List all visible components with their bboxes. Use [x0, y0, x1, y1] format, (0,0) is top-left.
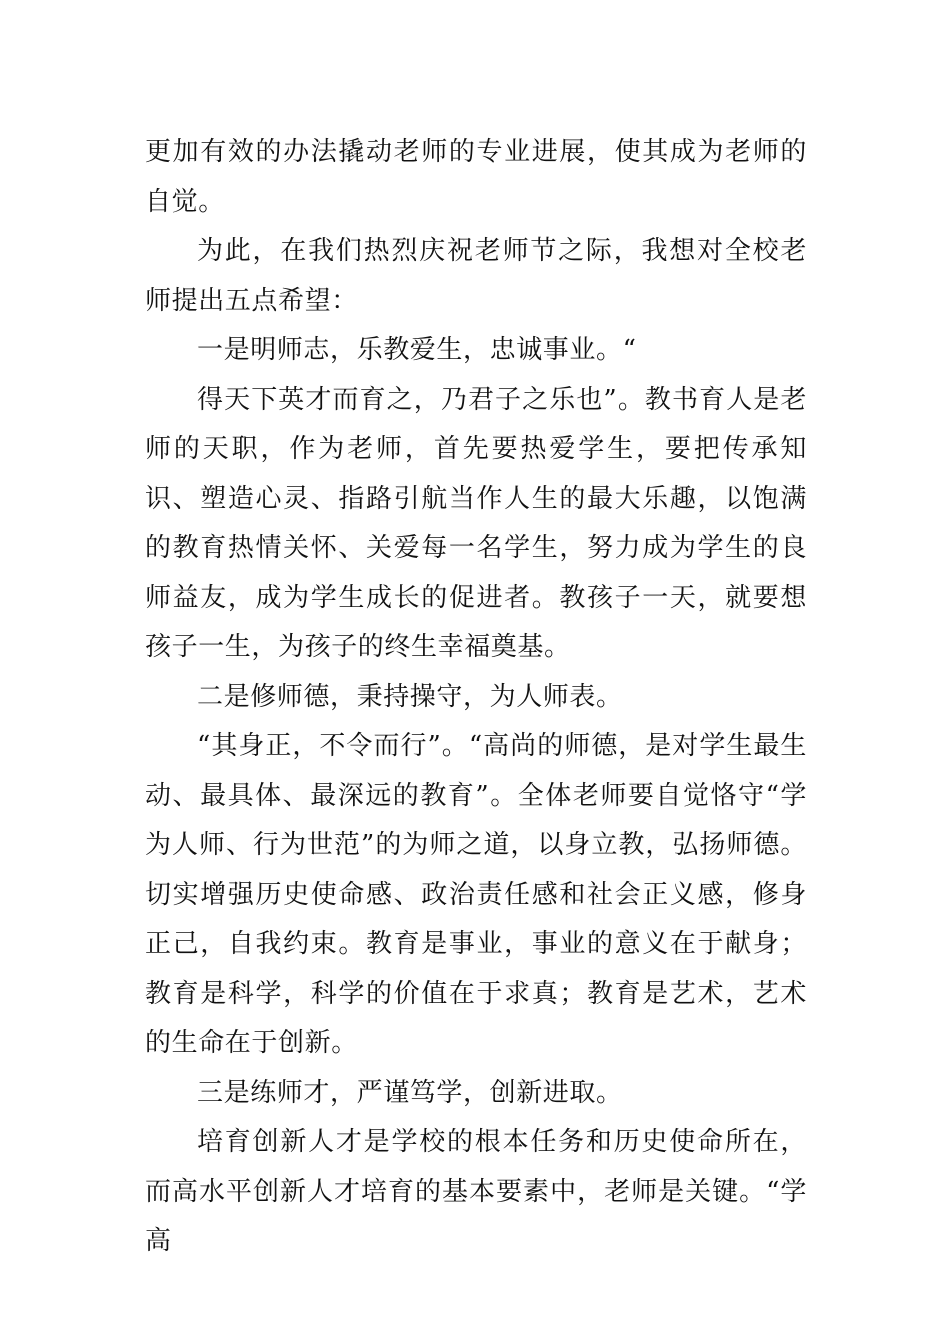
paragraph-6: “其身正，不令而行”。“高尚的师德，是对学生最生动、最具体、最深远的教育”。全体老师要自觉恪守“学为人师、行为世范”的为师之道，以身立教，弘扬师德。切实增强历史使命感、政治责任感和社会正义感，修身正己，自我约束。教育是事业，事业的意义在于献身；教育是科学，科学的价值在于求真；教育是艺术，艺术的生命在于创新。 — [145, 731, 807, 1058]
paragraph-7-heading: 三是练师才，严谨笃学，创新进取。 — [197, 1077, 623, 1108]
paragraph-2: 为此，在我们热烈庆祝老师节之际，我想对全校老师提出五点希望： — [145, 236, 807, 316]
paragraph-8: 培育创新人才是学校的根本任务和历史使命所在，而高水平创新人才培育的基本要素中，老师是关键。“学高 — [145, 1127, 807, 1256]
document-body — [145, 128, 807, 1267]
paragraph-1: 更加有效的办法撬动老师的专业进展，使其成为老师的自觉。 — [145, 137, 807, 217]
paragraph-4: 得天下英才而育之，乃君子之乐也”。教书育人是老师的天职，作为老师，首先要热爱学生，要把传承知识、塑造心灵、指路引航当作人生的最大乐趣，以饱满的教育热情关怀、关爱每一名学生，努力成为学生的良师益友，成为学生成长的促进者。教孩子一天，就要想孩子一生，为孩子的终生幸福奠基。 — [145, 384, 807, 662]
paragraph-3-heading: 一是明师志，乐教爱生，忠诚事业。“ — [197, 335, 637, 365]
paragraph-5-heading: 二是修师德，秉持操守，为人师表。 — [197, 681, 623, 712]
